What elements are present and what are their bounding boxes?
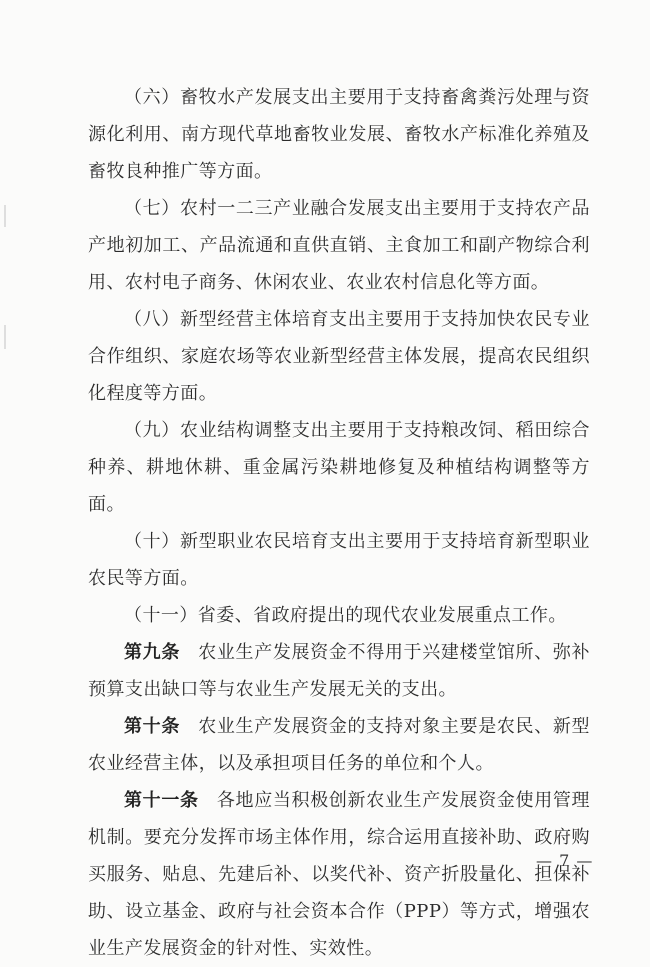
left-margin-mark <box>4 205 6 227</box>
article-11-title: 第十一条 <box>124 790 199 811</box>
article-11 <box>88 782 590 967</box>
article-9-body: 农业生产发展资金不得用于兴建楼堂馆所、弥补预算支出缺口等与农业生产发展无关的支出。 <box>88 642 590 700</box>
article-9-title: 第九条 <box>124 642 180 663</box>
paragraph-agricultural-structure: （九）农业结构调整支出主要用于支持粮改饲、稻田综合种养、耕地休耕、重金属污染耕地修复及种植结构调整等方面。 <box>88 420 590 515</box>
paragraph-new-business-entities: （八）新型经营主体培育支出主要用于支持加快农民专业合作组织、家庭农场等农业新型经营主体发展，提高农民组织化程度等方面。 <box>88 309 590 404</box>
article-10-body: 农业生产发展资金的支持对象主要是农民、新型农业经营主体，以及承担项目任务的单位和个人。 <box>88 716 590 774</box>
paragraph-livestock-aquaculture: （六）畜牧水产发展支出主要用于支持畜禽粪污处理与资源化利用、南方现代草地畜牧业发展、畜牧水产标准化养殖及畜牧良种推广等方面。 <box>88 87 590 182</box>
left-margin-mark <box>4 325 6 349</box>
page-number: — 7 — <box>536 851 594 870</box>
document-body <box>88 79 590 967</box>
paragraph-new-professional-farmers: （十）新型职业农民培育支出主要用于支持培育新型职业农民等方面。 <box>88 531 590 589</box>
article-11-body: 各地应当积极创新农业生产发展资金使用管理机制。要充分发挥市场主体作用，综合运用直接补助、政府购买服务、贴息、先建后补、以奖代补、资产折股量化、担保补助、设立基金、政府与社会资本合作（PPP）等方式，增强农业生产发展资金的针对性、实效性。 <box>88 790 590 959</box>
paragraph-rural-industry-integration: （七）农村一二三产业融合发展支出主要用于支持农产品产地初加工、产品流通和直供直销、主食加工和副产物综合利用、农村电子商务、休闲农业、农业农村信息化等方面。 <box>88 198 590 293</box>
article-9 <box>88 634 590 708</box>
article-10 <box>88 708 590 782</box>
paragraph-provincial-priorities: （十一）省委、省政府提出的现代农业发展重点工作。 <box>124 605 567 626</box>
article-10-title: 第十条 <box>124 716 180 737</box>
